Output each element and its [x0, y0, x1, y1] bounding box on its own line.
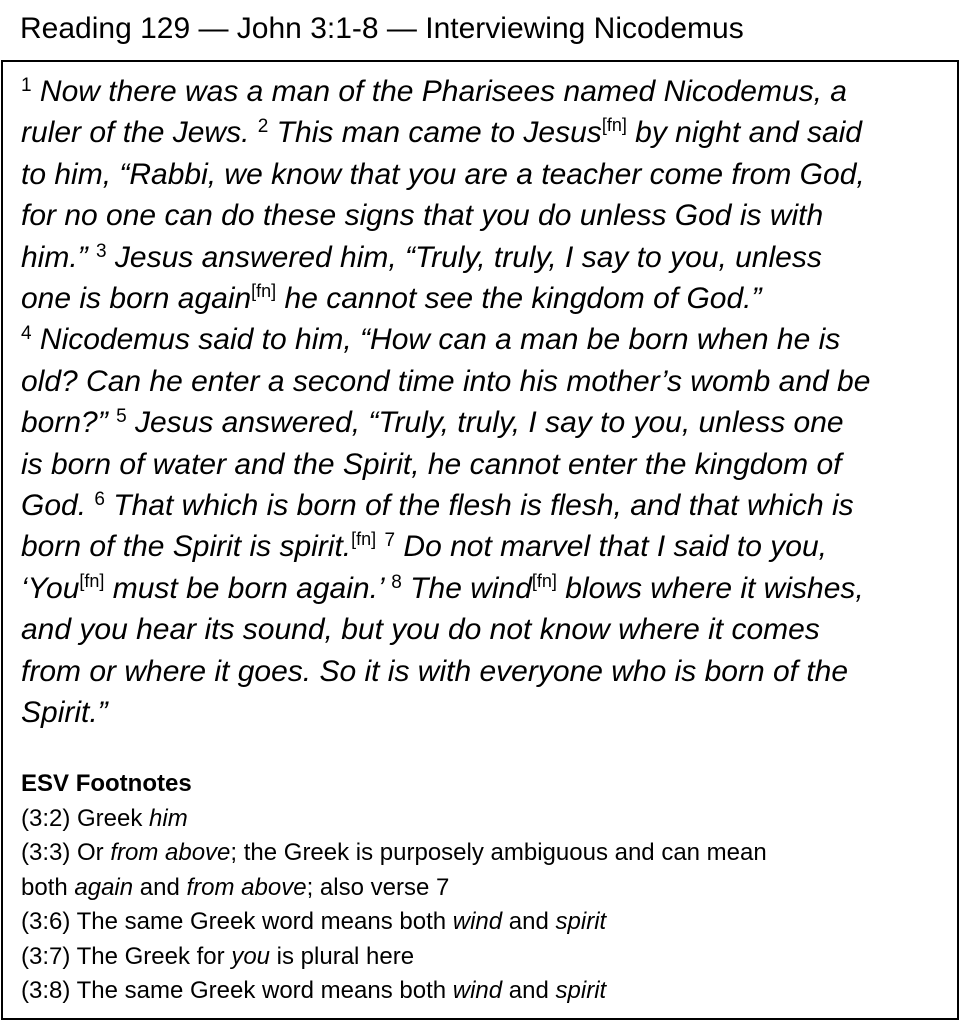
passage-line	[21, 195, 951, 236]
verse-number: 6	[94, 489, 105, 511]
passage-line	[21, 154, 951, 195]
verse-text: born?”	[21, 406, 117, 440]
verse-text: Nicodemus said to him, “How can a man be born when he is	[31, 323, 841, 357]
verse-number: 1	[21, 75, 32, 96]
footnote-marker: [fn]	[601, 115, 627, 136]
footnote-emphasis: spirit	[555, 908, 607, 935]
passage-line	[21, 112, 951, 153]
passage-line	[21, 319, 951, 360]
footnote-line	[21, 802, 951, 837]
verse-text: is born of water and the Spirit, he cannot enter the kingdom of	[21, 447, 842, 481]
footnote-marker: [fn]	[351, 529, 377, 550]
footnote-line	[21, 940, 951, 975]
verse-number: 8	[391, 571, 402, 593]
footnote-emphasis: from above	[110, 839, 231, 866]
footnote-text: and	[502, 908, 556, 935]
footnote-emphasis: wind	[452, 977, 503, 1004]
footnote-marker: [fn]	[531, 570, 557, 591]
footnote-emphasis: you	[231, 942, 271, 970]
verse-text: old? Can he enter a second time into his mother’s womb and be	[21, 364, 871, 398]
passage-line	[21, 444, 951, 485]
verse-text: Do not marvel that I said to you,	[395, 530, 827, 564]
footnote-marker: [fn]	[251, 281, 277, 302]
verse-text: to him, “Rabbi, we know that you are a teacher come from God,	[21, 157, 865, 191]
verse-text: by night and said	[626, 116, 862, 150]
passage-line	[21, 526, 951, 567]
passage-line	[21, 237, 951, 278]
footnote-text: ; the Greek is purposely ambiguous and can mean	[230, 839, 767, 866]
verse-text: Spirit.”	[21, 696, 108, 730]
footnote-line	[21, 905, 951, 940]
footnote-text: (3:2) Greek	[21, 804, 150, 832]
verse-text: ruler of the Jews.	[21, 116, 258, 150]
verse-text: Jesus answered him, “Truly, truly, I say to you, unless	[106, 240, 822, 274]
verse-number: 5	[116, 406, 127, 428]
footnote-line	[21, 836, 951, 871]
verse-text	[376, 530, 384, 563]
footnote-text: ; also verse 7	[306, 873, 450, 901]
footnote-line	[21, 871, 951, 906]
footnote-emphasis: again	[74, 873, 134, 901]
verse-text: Jesus answered, “Truly, truly, I say to you, unless one	[126, 406, 844, 440]
verse-text: This man came to Jesus	[268, 116, 602, 150]
footnote-text: (3:8) The same Greek word means both	[21, 977, 453, 1004]
footnote-emphasis: wind	[452, 908, 503, 935]
verse-text: must be born again.’	[104, 571, 392, 605]
footnote-text: and	[133, 873, 187, 901]
passage-line	[21, 402, 951, 443]
passage-line	[21, 485, 951, 526]
verse-text: That which is born of the flesh is flesh, and that which is	[104, 489, 854, 523]
passage-line	[21, 278, 951, 319]
verse-number: 7	[384, 530, 396, 552]
verse-text: born of the Spirit is spirit.	[21, 530, 352, 564]
footnote-emphasis: him	[149, 804, 188, 832]
verse-number: 3	[96, 240, 107, 262]
footnote-emphasis: spirit	[555, 977, 607, 1004]
passage-line	[21, 692, 951, 733]
passage-line	[21, 361, 951, 402]
verse-text: God.	[21, 489, 95, 523]
footnotes-section	[21, 767, 951, 1009]
footnote-text: and	[502, 977, 556, 1004]
passage-line	[21, 568, 951, 609]
reading-box	[1, 60, 959, 1020]
verse-text: ‘You	[21, 571, 80, 605]
page-title: Reading 129 — John 3:1-8 — Interviewing Nicodemus	[20, 12, 744, 45]
passage-line	[21, 651, 951, 692]
footnote-emphasis: from above	[186, 873, 307, 901]
verse-text: The wind	[401, 571, 532, 605]
footnote-text: (3:3) Or	[21, 839, 111, 866]
verse-text: from or where it goes. So it is with everyone who is born of the	[21, 654, 849, 688]
verse-text: blows where it wishes,	[556, 571, 864, 605]
scripture-passage	[21, 71, 951, 734]
verse-text: for no one can do these signs that you do unless God is with	[21, 199, 824, 233]
footnote-text: (3:6) The same Greek word means both	[21, 908, 453, 935]
footnote-text: (3:7) The Greek for	[21, 942, 232, 970]
footnote-line	[21, 974, 951, 1009]
verse-text: Now there was a man of the Pharisees named Nicodemus, a	[31, 75, 847, 108]
verse-text: he cannot see the kingdom of God.”	[276, 282, 762, 316]
footnote-text: both	[21, 873, 75, 901]
verse-number: 2	[257, 116, 269, 138]
footnote-text: is plural here	[270, 942, 415, 970]
footnotes-list	[21, 802, 951, 1009]
verse-number: 4	[21, 323, 32, 345]
footnotes-heading: ESV Footnotes	[21, 770, 192, 797]
verse-text: him.”	[21, 240, 96, 274]
footnote-marker: [fn]	[79, 570, 105, 591]
verse-text: one is born again	[21, 282, 252, 316]
verse-text: and you hear its sound, but you do not know where it comes	[21, 613, 820, 647]
passage-line	[21, 609, 951, 650]
passage-line	[21, 71, 951, 112]
